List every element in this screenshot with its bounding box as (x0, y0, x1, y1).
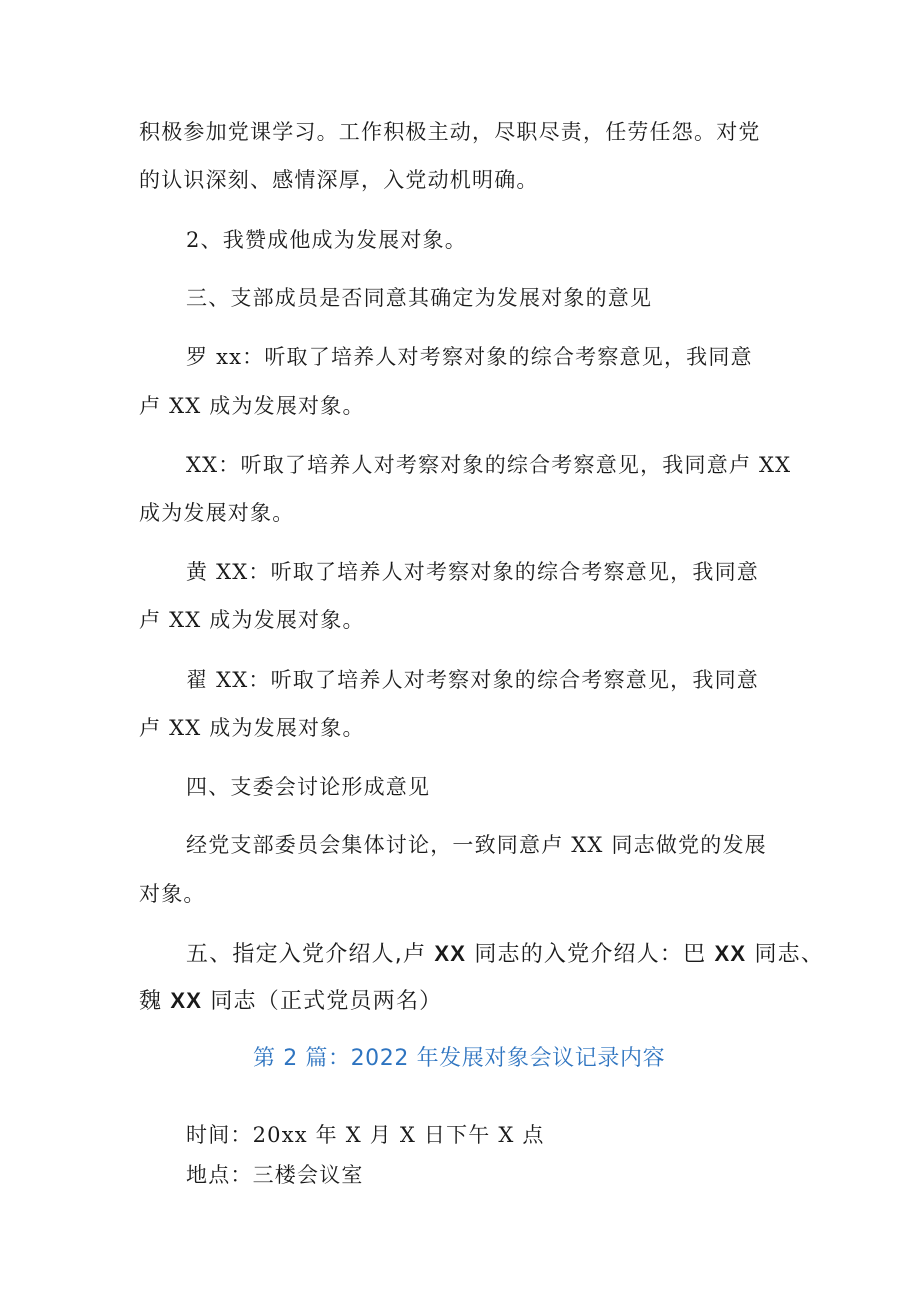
text-segment: 同志、 (746, 942, 825, 967)
paragraph-line: 经党支部委员会集体讨论，一致同意卢 XX 同志做党的发展 (186, 833, 767, 857)
paragraph-line-introducers (139, 987, 442, 1016)
opinion-xx-line1: XX：听取了培养人对考察对象的综合考察意见，我同意卢 XX (186, 453, 792, 477)
opinion-zhai-line2: 卢 XX 成为发展对象。 (139, 716, 365, 740)
text-segment: XX (170, 988, 203, 1013)
paragraph-line: 的认识深刻、感情深厚，入党动机明确。 (139, 168, 539, 192)
paragraph-line-introducers (186, 940, 824, 969)
opinion-huang-line1: 黄 XX：听取了培养人对考察对象的综合考察意见，我同意 (186, 560, 759, 584)
article-title: 第 2 篇：2022 年发展对象会议记录内容 (253, 1046, 666, 1071)
opinion-luo-line2: 卢 XX 成为发展对象。 (139, 394, 365, 418)
text-segment: 同志的入党介绍人：巴 (466, 942, 715, 967)
text-segment: 魏 (139, 989, 171, 1014)
opinion-huang-line2: 卢 XX 成为发展对象。 (139, 608, 365, 632)
opinion-luo-line1: 罗 xx：听取了培养人对考察对象的综合考察意见，我同意 (186, 345, 753, 369)
paragraph-line: 对象。 (139, 882, 206, 906)
paragraph-line: 积极参加党课学习。工作积极主动，尽职尽责，任劳任怨。对党 (139, 120, 761, 144)
opinion-zhai-line1: 翟 XX：听取了培养人对考察对象的综合考察意见，我同意 (186, 668, 759, 692)
paragraph-line: 2、我赞成他成为发展对象。 (186, 228, 467, 252)
text-segment: XX (714, 941, 747, 966)
meeting-place: 地点：三楼会议室 (186, 1163, 364, 1187)
text-segment: 五、指定入党介绍人,卢 (186, 942, 435, 967)
text-segment: 同志（正式党员两名） (202, 989, 443, 1014)
section-title: 三、支部成员是否同意其确定为发展对象的意见 (186, 286, 653, 310)
meeting-time: 时间：20xx 年 X 月 X 日下午 X 点 (186, 1123, 545, 1147)
opinion-xx-line2: 成为发展对象。 (139, 501, 295, 525)
section-title: 四、支委会讨论形成意见 (186, 775, 431, 799)
text-segment: XX (434, 941, 467, 966)
